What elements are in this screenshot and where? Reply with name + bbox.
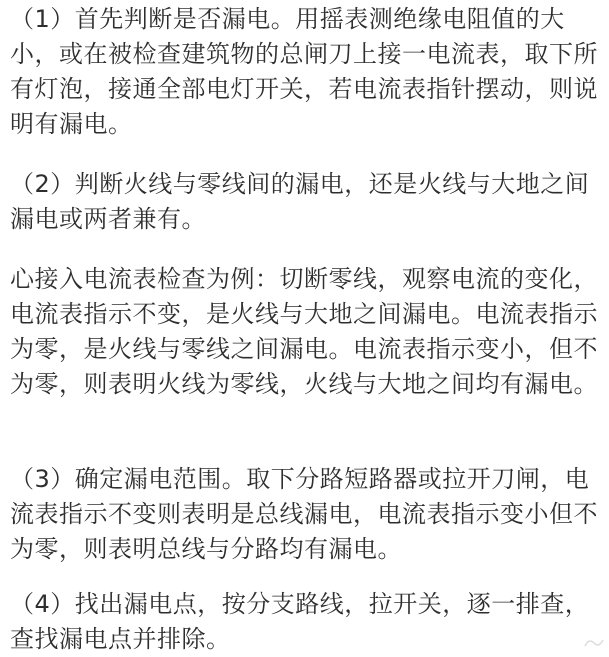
paragraph-step-3: （3）确定漏电范围。取下分路短路器或拉开刀闸，电流表指示不变则表明是总线漏电，电流表指示变小但不为零，则表明总线与分路均有漏电。	[10, 465, 598, 563]
watermark-icon	[583, 636, 605, 650]
paragraph-step-1: （1）首先判断是否漏电。用摇表测绝缘电阻值的大小，或在被检查建筑物的总闸刀上接一电流表，取下所有灯泡，接通全部电灯开关，若电流表指针摆动，则说明有漏电。	[10, 5, 598, 138]
article-body	[10, 0, 604, 654]
paragraph-step-4: （4）找出漏电点，按分支路线，拉开关，逐一排查，查找漏电点并排除。	[10, 590, 590, 653]
paragraph-step-2: （2）判断火线与零线间的漏电，还是火线与大地之间漏电或两者兼有。	[10, 170, 590, 233]
paragraph-example: 心接入电流表检查为例：切断零线，观察电流的变化，电流表指示不变，是火线与大地之间漏电。电流表指示为零，是火线与零线之间漏电。电流表指示变小，但不为零，则表明火线为零线，火线与大地之间均有漏电。	[10, 265, 598, 398]
